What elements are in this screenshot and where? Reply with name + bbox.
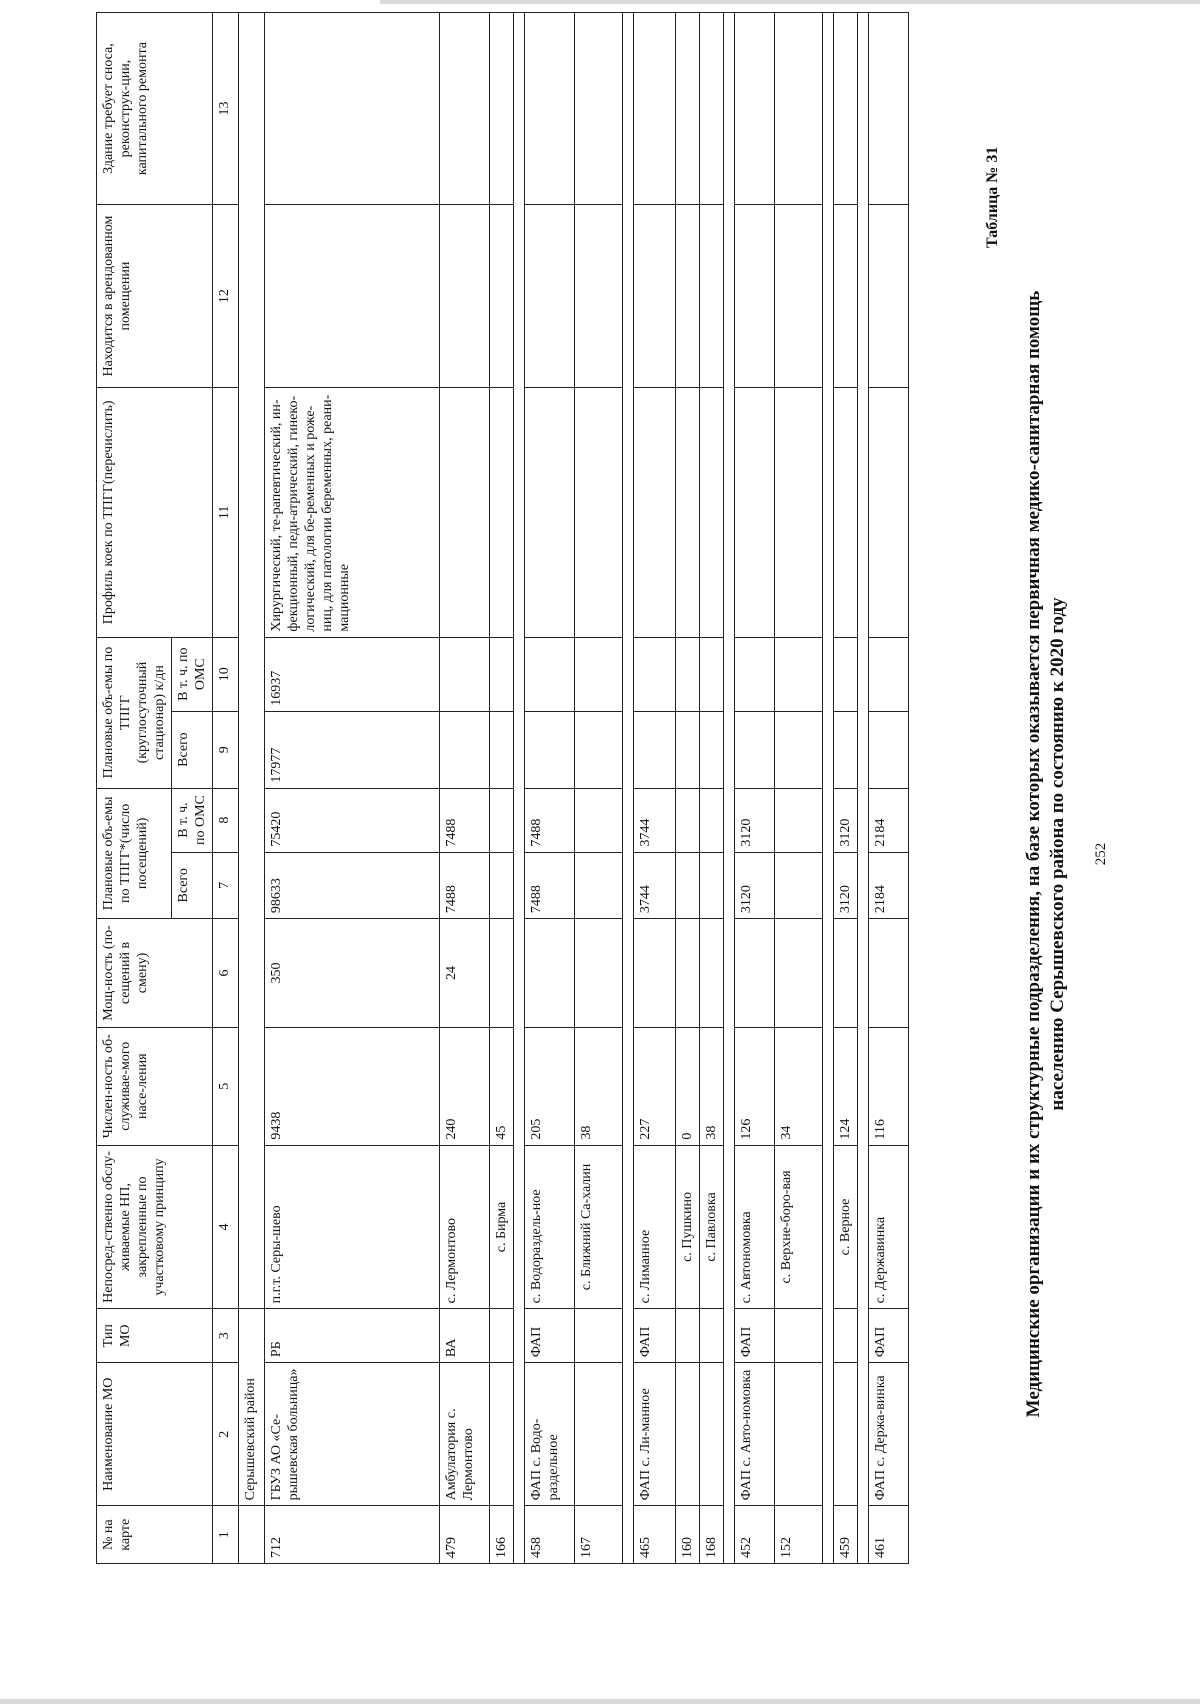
mo-type [676,1309,700,1363]
bed-profile [575,388,623,638]
visits-oms [575,788,623,852]
visits-oms [676,788,700,852]
mo-name [575,1363,623,1506]
separator-cell [623,13,634,1564]
row-separator [858,13,869,1564]
settlement: с. Верное [834,1145,858,1309]
repair-cell [869,13,909,205]
table-row-166 [490,13,514,1564]
header-capacity: Мощ-ность (по-сещений в смену) [97,919,213,1028]
mo-name: Амбулатория с. Лермонтово [440,1363,490,1506]
separator-cell [724,13,735,1564]
settlement: с. Лермонтово [440,1145,490,1309]
visits-total: 7488 [440,852,490,919]
capacity [634,919,676,1028]
settlement: с. Ближний Са-халин [575,1145,623,1309]
visits-oms: 3120 [834,788,858,852]
settlement: с. Лиманное [634,1145,676,1309]
district-empty-cell [239,13,265,1309]
population: 124 [834,1027,858,1145]
mo-name [490,1363,514,1506]
population: 0 [676,1027,700,1145]
table-row-458 [525,13,575,1564]
district-row [239,13,265,1564]
map-number: 168 [700,1506,724,1564]
population: 126 [735,1027,775,1145]
hospital-total [735,711,775,788]
visits-total [676,852,700,919]
hospital-oms [490,637,514,711]
visits-total: 3120 [834,852,858,919]
mo-type [490,1309,514,1363]
hospital-oms [834,637,858,711]
bed-profile [869,388,909,638]
rented-cell [575,205,623,388]
header-bed-profile: Профиль коек по ТПГГ(перечислить) [97,388,213,638]
mo-name: ФАП с. Водо-раздельное [525,1363,575,1506]
column-number: 10 [213,637,239,711]
visits-total: 3120 [735,852,775,919]
header-settlements: Непосред-ственно обслу-живаемые НП, закрепленные по участковому принципу [97,1145,213,1309]
visits-total [700,852,724,919]
hospital-oms [676,637,700,711]
capacity [575,919,623,1028]
table-row-167 [575,13,623,1564]
bed-profile [490,388,514,638]
visits-total: 3744 [634,852,676,919]
visits-total [775,852,823,919]
column-number: 4 [213,1145,239,1309]
hospital-total [525,711,575,788]
map-number: 479 [440,1506,490,1564]
bed-profile [525,388,575,638]
column-number: 8 [213,788,239,852]
district-name: Серышевский район [239,1309,265,1506]
repair-cell [440,13,490,205]
repair-cell [575,13,623,205]
bed-profile: Хирургический, те-рапевтический, ин-фекционный, педи-атрический, гинеко-логический, для бе-ременных и роже-ниц, для патологии беременных, реани-мационные [265,388,440,638]
hospital-total [869,711,909,788]
visits-total [575,852,623,919]
column-number: 1 [213,1506,239,1564]
hospital-total: 17977 [265,711,440,788]
mo-type [775,1309,823,1363]
mo-name [700,1363,724,1506]
mo-type: ФАП [869,1309,909,1363]
rented-cell [700,205,724,388]
mo-name: ФАП с. Ли-манное [634,1363,676,1506]
mo-name: ГБУЗ АО «Се-рышевская больница» [265,1363,440,1506]
visits-total: 7488 [525,852,575,919]
row-separator [623,13,634,1564]
mo-type [575,1309,623,1363]
hospital-total [490,711,514,788]
separator-cell [514,13,525,1564]
population: 38 [700,1027,724,1145]
repair-cell [265,13,440,205]
column-number: 7 [213,852,239,919]
column-number-row [213,13,239,1564]
visits-oms: 75420 [265,788,440,852]
population: 227 [634,1027,676,1145]
table-row-461 [869,13,909,1564]
bed-profile [775,388,823,638]
capacity [834,919,858,1028]
population: 34 [775,1027,823,1145]
header-mo-name: Наименование МО [97,1363,213,1506]
header-row-1 [97,13,172,1564]
header-hospital-volume: Плановые объ-емы по ТПГГ (круглосуточный стационар) к/дн [97,637,172,788]
table-row-459 [834,13,858,1564]
visits-oms [700,788,724,852]
header-map-number: № на карте [97,1506,213,1564]
table-row-452 [735,13,775,1564]
header-visits-oms: В т. ч. по ОМС [172,788,213,852]
map-number: 160 [676,1506,700,1564]
table-caption: Таблица № 31 [984,146,1001,248]
column-number: 11 [213,388,239,638]
mo-type: ВА [440,1309,490,1363]
repair-cell [525,13,575,205]
population: 116 [869,1027,909,1145]
bed-profile [834,388,858,638]
mo-type [700,1309,724,1363]
hospital-total [634,711,676,788]
population: 240 [440,1027,490,1145]
hospital-oms [634,637,676,711]
visits-oms [775,788,823,852]
hospital-oms [575,637,623,711]
hospital-oms [869,637,909,711]
capacity [775,919,823,1028]
hospital-oms [440,637,490,711]
capacity [869,919,909,1028]
capacity: 24 [440,919,490,1028]
settlement: с. Верхне-боро-вая [775,1145,823,1309]
repair-cell [700,13,724,205]
rented-cell [869,205,909,388]
mo-type [834,1309,858,1363]
rented-cell [265,205,440,388]
repair-cell [634,13,676,205]
hospital-total [834,711,858,788]
column-number: 13 [213,13,239,205]
capacity [490,919,514,1028]
settlement: с. Водораздель-ное [525,1145,575,1309]
bed-profile [735,388,775,638]
column-number: 9 [213,711,239,788]
hospital-total [575,711,623,788]
map-number: 459 [834,1506,858,1564]
mo-name [834,1363,858,1506]
facilities-table [96,12,909,1564]
hospital-total [676,711,700,788]
rented-cell [834,205,858,388]
visits-oms: 7488 [525,788,575,852]
settlement: с. Автономовка [735,1145,775,1309]
rented-cell [735,205,775,388]
capacity: 350 [265,919,440,1028]
table-row-168 [700,13,724,1564]
repair-cell [490,13,514,205]
visits-total: 98633 [265,852,440,919]
visits-oms: 7488 [440,788,490,852]
mo-type: РБ [265,1309,440,1363]
hospital-oms [775,637,823,711]
hospital-oms [700,637,724,711]
separator-cell [823,13,834,1564]
settlement: п.г.т. Серы-шево [265,1145,440,1309]
bed-profile [634,388,676,638]
column-number: 5 [213,1027,239,1145]
map-number: 465 [634,1506,676,1564]
visits-oms: 2184 [869,788,909,852]
bed-profile [676,388,700,638]
visits-total: 2184 [869,852,909,919]
hospital-oms [525,637,575,711]
header-visits-total: Всего [172,852,213,919]
rented-cell [775,205,823,388]
table-row-465 [634,13,676,1564]
visits-oms [490,788,514,852]
hospital-oms: 16937 [265,637,440,711]
map-number: 458 [525,1506,575,1564]
visits-oms: 3744 [634,788,676,852]
bed-profile [700,388,724,638]
repair-cell [676,13,700,205]
header-rented: Находится в арендованном помещении [97,205,213,388]
header-visits-volume: Плановые объ-емы по ТПГГ*(число посещений) [97,788,172,919]
capacity [676,919,700,1028]
mo-type: ФАП [634,1309,676,1363]
column-number: 6 [213,919,239,1028]
mo-name: ФАП с. Держа-винка [869,1363,909,1506]
column-number: 3 [213,1309,239,1363]
hospital-oms [735,637,775,711]
mo-type: ФАП [735,1309,775,1363]
mo-name [775,1363,823,1506]
rented-cell [676,205,700,388]
hospital-total [700,711,724,788]
table-row-160 [676,13,700,1564]
column-number: 12 [213,205,239,388]
header-mo-type: Тип МО [97,1309,213,1363]
document-title [1022,154,1070,1554]
header-population: Числен-ность об-служивае-мого насе-ления [97,1027,213,1145]
title-line-1: Медицинские организации и их структурные подразделения, на базе которых оказывается первичная медико-санитарная помощь [1023,290,1044,1418]
settlement: с. Державинка [869,1145,909,1309]
population: 205 [525,1027,575,1145]
district-empty-cell [239,1506,265,1564]
population: 38 [575,1027,623,1145]
header-repair: Здание требует сноса, реконструк-ции, капитального ремонта [97,13,213,205]
rented-cell [490,205,514,388]
map-number: 712 [265,1506,440,1564]
map-number: 461 [869,1506,909,1564]
rented-cell [440,205,490,388]
repair-cell [834,13,858,205]
visits-oms: 3120 [735,788,775,852]
capacity [700,919,724,1028]
settlement: с. Пушкино [676,1145,700,1309]
settlement: с. Бирма [490,1145,514,1309]
hospital-total [775,711,823,788]
row-separator [823,13,834,1564]
bed-profile [440,388,490,638]
repair-cell [775,13,823,205]
title-line-2: населению Серышевского района по состоянию к 2020 году [1047,597,1068,1111]
map-number: 167 [575,1506,623,1564]
map-number: 452 [735,1506,775,1564]
rented-cell [634,205,676,388]
table-row-712 [265,13,440,1564]
mo-type: ФАП [525,1309,575,1363]
hospital-total [440,711,490,788]
map-number: 152 [775,1506,823,1564]
population: 45 [490,1027,514,1145]
header-hospital-oms: В т. ч. по ОМС [172,637,213,711]
mo-name: ФАП с. Авто-номовка [735,1363,775,1506]
table-row-479 [440,13,490,1564]
row-separator [514,13,525,1564]
capacity [525,919,575,1028]
page-number: 252 [1093,842,1109,866]
row-separator [724,13,735,1564]
capacity [735,919,775,1028]
mo-name [676,1363,700,1506]
header-hospital-total: Всего [172,711,213,788]
settlement: с. Павловка [700,1145,724,1309]
column-number: 2 [213,1363,239,1506]
map-number: 166 [490,1506,514,1564]
visits-total [490,852,514,919]
population: 9438 [265,1027,440,1145]
rented-cell [525,205,575,388]
table-row-152 [775,13,823,1564]
separator-cell [858,13,869,1564]
repair-cell [735,13,775,205]
